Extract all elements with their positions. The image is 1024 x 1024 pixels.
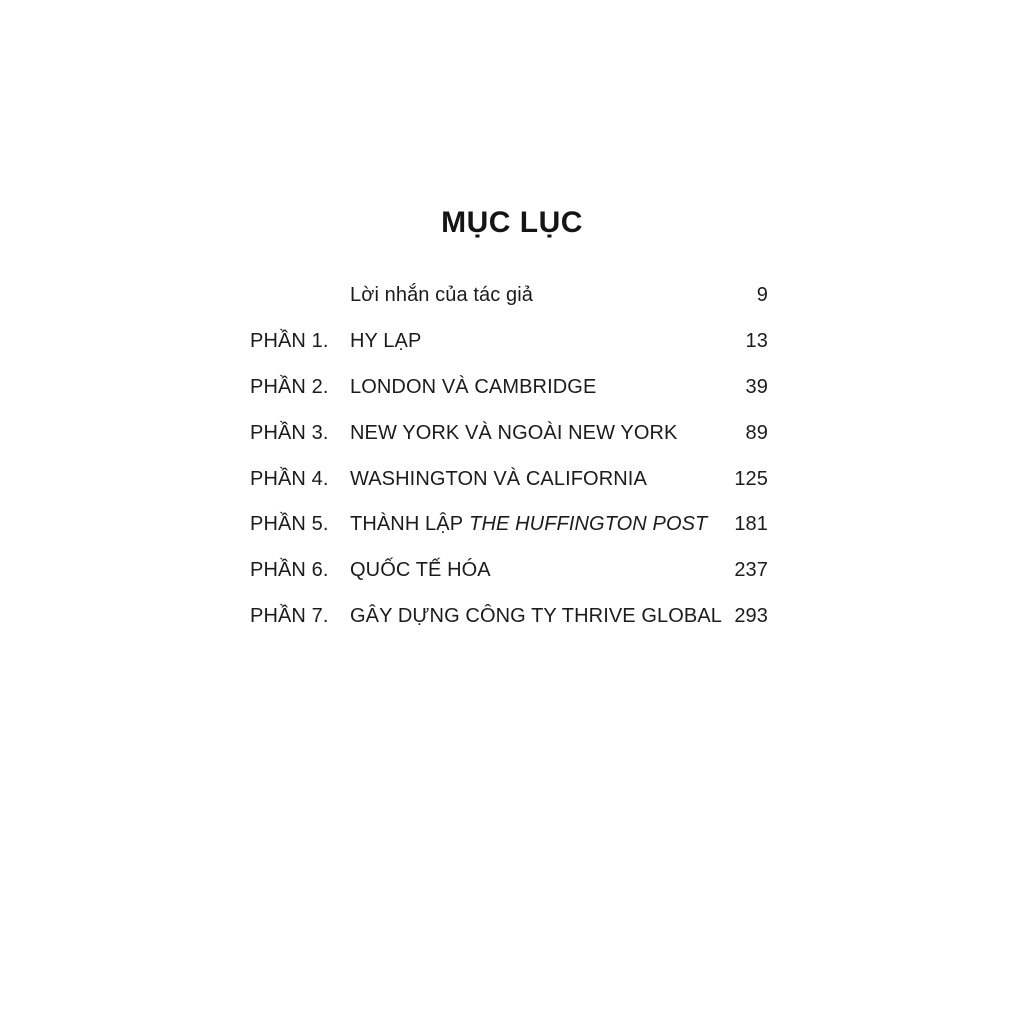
- toc-entry-title: [350, 284, 745, 307]
- table-of-contents: [250, 273, 768, 639]
- toc-entry-title: [350, 605, 722, 628]
- toc-row: [250, 319, 768, 365]
- toc-row: [250, 594, 768, 640]
- toc-entry-text: THÀNH LẬP: [350, 513, 464, 536]
- toc-entry-text: Lời nhắn của tác giả: [350, 284, 534, 307]
- toc-page-number: 125: [734, 467, 768, 490]
- toc-row: [250, 502, 768, 548]
- toc-entry-title: [350, 513, 722, 536]
- toc-row: [250, 410, 768, 456]
- toc-page-number: 293: [734, 604, 768, 627]
- toc-row: [250, 548, 768, 594]
- page-title: MỤC LỤC: [441, 206, 583, 239]
- toc-entry-title: [350, 330, 734, 353]
- toc-entry-text: LONDON VÀ CAMBRIDGE: [350, 375, 597, 398]
- toc-part-label: PHẦN 3.: [250, 421, 329, 444]
- toc-entry-title: [350, 422, 734, 445]
- toc-page-number: 39: [745, 375, 768, 398]
- toc-page-number: 13: [745, 330, 768, 353]
- toc-page-number: 181: [734, 513, 768, 536]
- toc-page-number: 9: [756, 284, 768, 307]
- toc-part-label: PHẦN 7.: [250, 604, 329, 627]
- toc-entry-title: [350, 468, 722, 491]
- toc-row: [250, 456, 768, 502]
- toc-entry-text: QUỐC TẾ HÓA: [350, 559, 491, 582]
- toc-entry-text: WASHINGTON VÀ CALIFORNIA: [350, 467, 647, 490]
- toc-part-label: PHẦN 6.: [250, 559, 329, 582]
- toc-row: [250, 365, 768, 411]
- toc-entry-title: [350, 376, 734, 399]
- toc-part-label: PHẦN 4.: [250, 467, 329, 490]
- toc-part-label: PHẦN 1.: [250, 330, 329, 353]
- toc-entry-text: NEW YORK VÀ NGOÀI NEW YORK: [350, 421, 678, 444]
- toc-row: [250, 273, 768, 319]
- toc-entry-title: [350, 559, 722, 582]
- toc-page-number: 89: [745, 421, 768, 444]
- toc-entry-text: GÂY DỰNG CÔNG TY THRIVE GLOBAL: [350, 604, 723, 627]
- toc-entry-text: HY LẠP: [350, 330, 422, 353]
- toc-entry-text-italic: THE HUFFINGTON POST: [469, 513, 708, 536]
- toc-part-label: PHẦN 5.: [250, 513, 329, 536]
- toc-part-label: PHẦN 2.: [250, 375, 329, 398]
- toc-page-number: 237: [734, 559, 768, 582]
